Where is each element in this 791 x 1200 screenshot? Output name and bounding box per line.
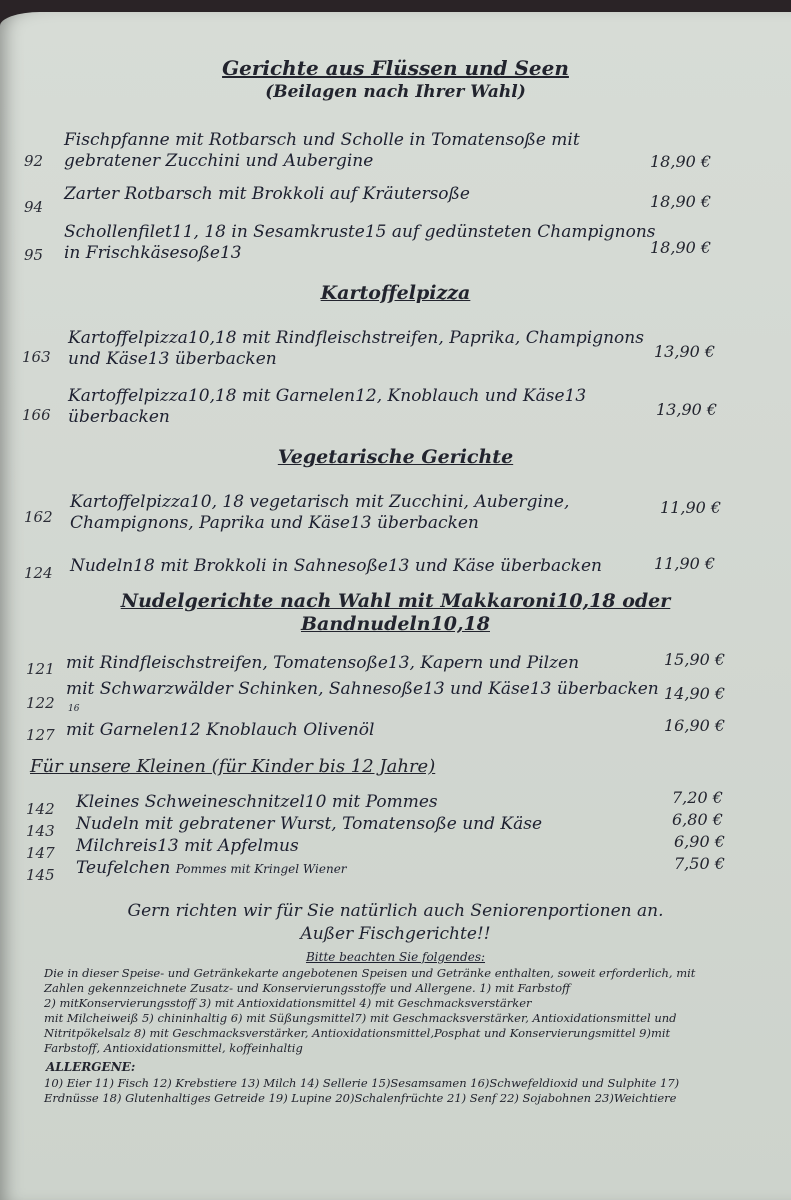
item-description: [76, 858, 347, 880]
item-number: 122: [26, 694, 55, 712]
item-line: überbacken: [68, 407, 170, 427]
item-price: 18,90 €: [650, 152, 712, 171]
section-title-kids: Für unsere Kleinen (für Kinder bis 12 Jahre): [30, 756, 436, 777]
item-number: 162: [24, 508, 53, 526]
item-number: 143: [26, 822, 55, 840]
senior-note: [0, 900, 791, 946]
item-line: Kartoffelpizza10,18 mit Rindfleischstreifen, Paprika, Champignons: [68, 328, 644, 348]
item-line: Teufelchen: [76, 858, 171, 878]
item-description: [70, 492, 569, 534]
item-description: [64, 130, 580, 172]
item-line: Schollenfilet11, 18 in Sesamkruste15 auf gedünsteten Champignons: [64, 222, 656, 242]
item-description: [68, 386, 586, 428]
footnote-line: Die in dieser Speise- und Getränkekarte angebotenen Speisen und Getränke enthalten, soweit erforderlich, mit: [44, 966, 696, 980]
footnote-line: mit Milcheiweiß 5) chininhaltig 6) mit Süßungsmittel7) mit Geschmacksverstärker, Antioxidationsmittel und: [44, 1011, 677, 1025]
item-price: 14,90 €: [664, 684, 726, 703]
allergens-heading: ALLERGENE:: [46, 1060, 136, 1074]
item-number: 94: [24, 198, 44, 216]
allergen-line: 10) Eier 11) Fisch 12) Krebstiere 13) Milch 14) Sellerie 15)Sesamsamen 16)Schwefeldioxid und Sulphite 17): [44, 1076, 680, 1090]
item-description: Nudeln mit gebratener Wurst, Tomatensoße und Käse: [76, 814, 543, 834]
item-line: in Frischkäsesoße13: [64, 243, 242, 263]
item-price: 11,90 €: [654, 554, 716, 573]
senior-note-line2: Außer Fischgerichte!!: [300, 924, 491, 944]
section-title-pasta-line2: Bandnudeln10,18: [301, 613, 490, 635]
footnote-line: 2) mitKonservierungsstoff 3) mit Antioxidationsmittel 4) mit Geschmacksverstärker: [44, 996, 532, 1010]
item-line: Champignons, Paprika und Käse13 überbacken: [70, 513, 479, 533]
item-number: 142: [26, 800, 55, 818]
item-price: 16,90 €: [664, 716, 726, 735]
menu-page: [0, 12, 791, 1200]
footnote-line: Farbstoff, Antioxidationsmittel, koffeinhaltig: [44, 1041, 303, 1055]
item-description: [68, 328, 644, 370]
item-price: 7,50 €: [674, 854, 725, 873]
section-title-fish: Gerichte aus Flüssen und Seen: [222, 56, 569, 80]
item-line: gebratener Zucchini und Aubergine: [64, 151, 374, 171]
footnote-line: Zahlen gekennzeichnete Zusatz- und Konservierungsstoffe und Allergene. 1) mit Farbstoff: [44, 981, 571, 995]
section-title-potato-pizza: Kartoffelpizza: [320, 282, 471, 304]
item-price: 6,80 €: [672, 810, 723, 829]
item-description: Milchreis13 mit Apfelmus: [76, 836, 299, 856]
item-price: 7,20 €: [672, 788, 723, 807]
item-number: 95: [24, 246, 44, 264]
allergen-line: Erdnüsse 18) Glutenhaltiges Getreide 19) Lupine 20)Schalenfrüchte 21) Senf 22) Sojabohnen 23)Weichtiere: [44, 1091, 677, 1105]
item-line: Kartoffelpizza10, 18 vegetarisch mit Zucchini, Aubergine,: [70, 492, 570, 512]
item-line: und Käse13 überbacken: [68, 349, 277, 369]
item-line: Kartoffelpizza10,18 mit Garnelen12, Knoblauch und Käse13: [68, 386, 587, 406]
item-number: 166: [22, 406, 51, 424]
item-price: 6,90 €: [674, 832, 725, 851]
item-description: Kleines Schweineschnitzel10 mit Pommes: [76, 792, 438, 812]
section-title-pasta: Nudelgerichte nach Wahl mit Makkaroni10,18 oder: [120, 590, 671, 612]
item-number: 145: [26, 866, 55, 884]
senior-note-line1: Gern richten wir für Sie natürlich auch Seniorenportionen an.: [127, 901, 664, 921]
item-price: 18,90 €: [650, 238, 712, 257]
item-description: mit Rindfleischstreifen, Tomatensoße13, Kapern und Pilzen: [66, 653, 580, 673]
item-price: 18,90 €: [650, 192, 712, 211]
item-price: 13,90 €: [656, 400, 718, 419]
footnotes-block: [44, 966, 695, 1056]
item-number: 163: [22, 348, 51, 366]
item-description: Nudeln18 mit Brokkoli in Sahnesoße13 und Käse überbacken: [70, 556, 602, 576]
item-price: 15,90 €: [664, 650, 726, 669]
item-line-small: Pommes mit Kringel Wiener: [175, 862, 347, 876]
section-subtitle-fish: (Beilagen nach Ihrer Wahl): [265, 82, 526, 102]
section-title-vegetarian: Vegetarische Gerichte: [277, 446, 514, 468]
item-footnote: 16: [68, 704, 80, 714]
item-price: 13,90 €: [654, 342, 716, 361]
allergens-block: [44, 1076, 679, 1106]
footnotes-heading: Bitte beachten Sie folgendes:: [305, 950, 486, 964]
footnote-line: Nitritpökelsalz 8) mit Geschmacksverstärker, Antioxidationsmittel,Posphat und Konservierungsmittel 9)mit: [44, 1026, 671, 1040]
item-line: Fischpfanne mit Rotbarsch und Scholle in Tomatensoße mit: [64, 130, 580, 150]
item-description: mit Garnelen12 Knoblauch Olivenöl: [66, 720, 375, 740]
item-description: mit Schwarzwälder Schinken, Sahnesoße13 und Käse13 überbacken: [66, 679, 659, 699]
item-description: Zarter Rotbarsch mit Brokkoli auf Kräutersoße: [64, 184, 470, 204]
item-price: 11,90 €: [660, 498, 722, 517]
item-number: 121: [26, 660, 55, 678]
item-number: 124: [24, 564, 53, 582]
item-number: 127: [26, 726, 55, 744]
item-description: [64, 222, 656, 264]
item-number: 147: [26, 844, 55, 862]
item-number: 92: [24, 152, 44, 170]
